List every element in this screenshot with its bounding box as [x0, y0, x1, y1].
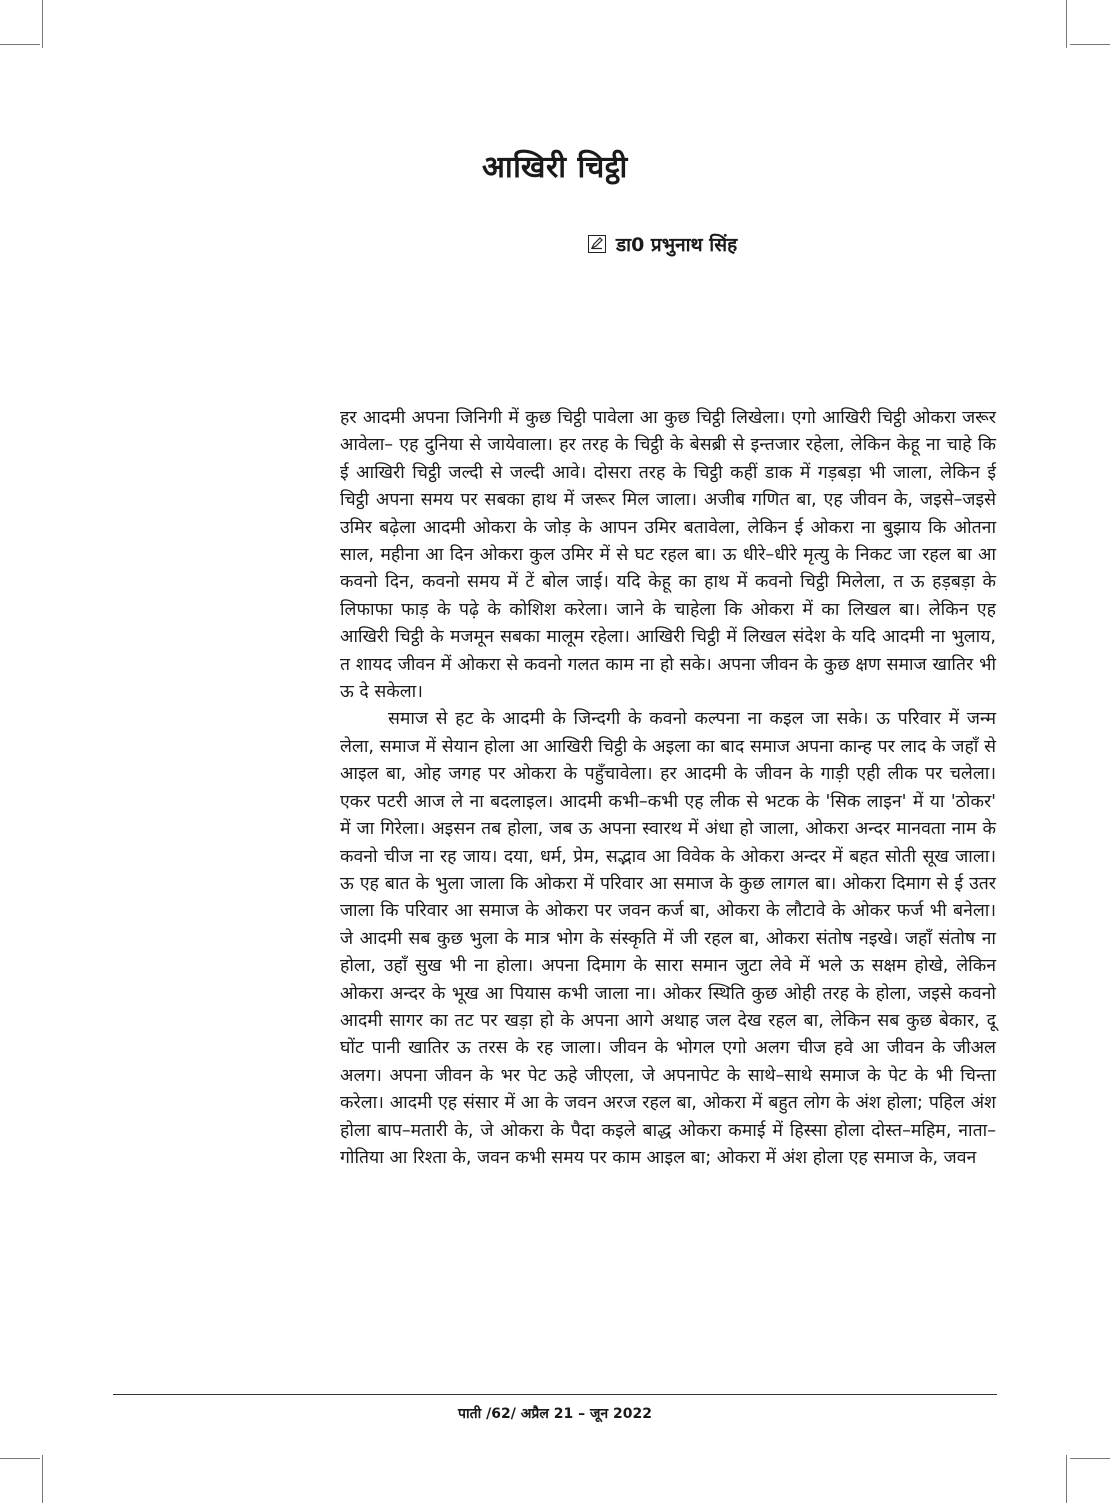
crop-mark-top-left-h	[0, 44, 40, 45]
crop-mark-top-right-h	[1070, 44, 1110, 45]
author-byline	[588, 231, 737, 257]
author-name: डा0 प्रभुनाथ सिंह	[616, 234, 738, 256]
crop-mark-bottom-right-h	[1070, 1458, 1110, 1459]
crop-mark-bottom-right-v	[1066, 1455, 1067, 1503]
paragraph-2: समाज से हट के आदमी के जिन्दगी के कवनो कल्पना ना कइल जा सके। ऊ परिवार में जन्म लेला, समाज में सेयान होला आ आखिरी चिट्ठी के अइला का बाद समाज अपना कान्ह पर लाद के जहाँ से आइल बा, ओह जगह पर ओकरा के पहुँचावेला। हर आदमी के जीवन के गाड़ी एही लीक पर चलेला। एकर पटरी आज ले ना बदलाइल। आदमी कभी–कभी एह लीक से भटक के 'सिक लाइन' में या 'ठोकर' में जा गिरेला। अइसन तब होला, जब ऊ अपना स्वारथ में अंधा हो जाला, ओकरा अन्दर मानवता नाम के कवनो चीज ना रह जाय। दया, धर्म, प्रेम, सद्भाव आ विवेक के ओकरा अन्दर में बहत सोती सूख जाला। ऊ एह बात के भुला जाला कि ओकरा में परिवार आ समाज के कुछ लागल बा। ओकरा दिमाग से ई उतर जाला कि परिवार आ समाज के ओकरा पर जवन कर्ज बा, ओकरा के लौटावे के ओकर फर्ज भी बनेला। जे आदमी सब कुछ भुला के मात्र भोग के संस्कृति में जी रहल बा, ओकरा संतोष नइखे। जहाँ संतोष ना होला, उहाँ सुख भी ना होला। अपना दिमाग के सारा समान जुटा लेवे में भले ऊ सक्षम होखे, लेकिन ओकरा अन्दर के भूख आ पियास कभी जाला ना। ओकर स्थिति कुछ ओही तरह के होला, जइसे कवनो आदमी सागर का तट पर खड़ा हो के अपना आगे अथाह जल देख रहल बा, लेकिन सब कुछ बेकार, दू घोंट पानी खातिर ऊ तरस के रह जाला। जीवन के भोगल एगो अलग चीज हवे आ जीवन के जीअल अलग। अपना जीवन के भर पेट ऊहे जीएला, जे अपनापेट के साथे–साथे समाज के पेट के भी चिन्ता करेला। आदमी एह संसार में आ के जवन अरज रहल बा, ओकरा में बहुत लोग के अंश होला; पहिल अंश होला बाप–मतारी के, जे ओकरा के पैदा कइले बाद्ध ओकरा कमाई में हिस्सा होला दोस्त–महिम, नाता–गोतिया आ रिश्ता के, जवन कभी समय पर काम आइल बा; ओकरा में अंश होला एह समाज के, जवन	[340, 709, 996, 1168]
article-title: आखिरी चिट्ठी	[482, 150, 628, 185]
crop-mark-top-right-v	[1066, 0, 1067, 48]
page-footer: पाती /62/ अप्रैल 21 – जून 2022	[458, 1406, 652, 1422]
crop-mark-bottom-left-h	[0, 1458, 40, 1459]
article-body	[340, 405, 996, 1172]
pen-icon	[588, 235, 606, 253]
crop-mark-top-left-v	[42, 0, 43, 48]
paragraph-1: हर आदमी अपना जिनिगी में कुछ चिट्ठी पावेला आ कुछ चिट्ठी लिखेला। एगो आखिरी चिट्ठी ओकरा जरूर आवेला– एह दुनिया से जायेवाला। हर तरह के चिट्ठी के बेसब्री से इन्तजार रहेला, लेकिन केहू ना चाहे कि ई आखिरी चिट्ठी जल्दी से जल्दी आवे। दोसरा तरह के चिट्ठी कहीं डाक में गड़बड़ा भी जाला, लेकिन ई चिट्ठी अपना समय पर सबका हाथ में जरूर मिल जाला। अजीब गणित बा, एह जीवन के, जइसे–जइसे उमिर बढ़ेला आदमी ओकरा के जोड़ के आपन उमिर बतावेला, लेकिन ई ओकरा ना बुझाय कि ओतना साल, महीना आ दिन ओकरा कुल उमिर में से घट रहल बा। ऊ धीरे–धीरे मृत्यु के निकट जा रहल बा आ कवनो दिन, कवनो समय में टें बोल जाई। यदि केहू का हाथ में कवनो चिट्ठी मिलेला, त ऊ हड़बड़ा के लिफाफा फाड़ के पढ़े के कोशिश करेला। जाने के चाहेला कि ओकरा में का लिखल बा। लेकिन एह आखिरी चिट्ठी के मजमून सबका मालूम रहेला। आखिरी चिट्ठी में लिखल संदेश के यदि आदमी ना भुलाय, त शायद जीवन में ओकरा से कवनो गलत काम ना हो सके। अपना जीवन के कुछ क्षण समाज खातिर भी ऊ दे सकेला।	[340, 408, 996, 703]
footer-rule	[113, 1394, 997, 1395]
crop-mark-bottom-left-v	[42, 1455, 43, 1503]
